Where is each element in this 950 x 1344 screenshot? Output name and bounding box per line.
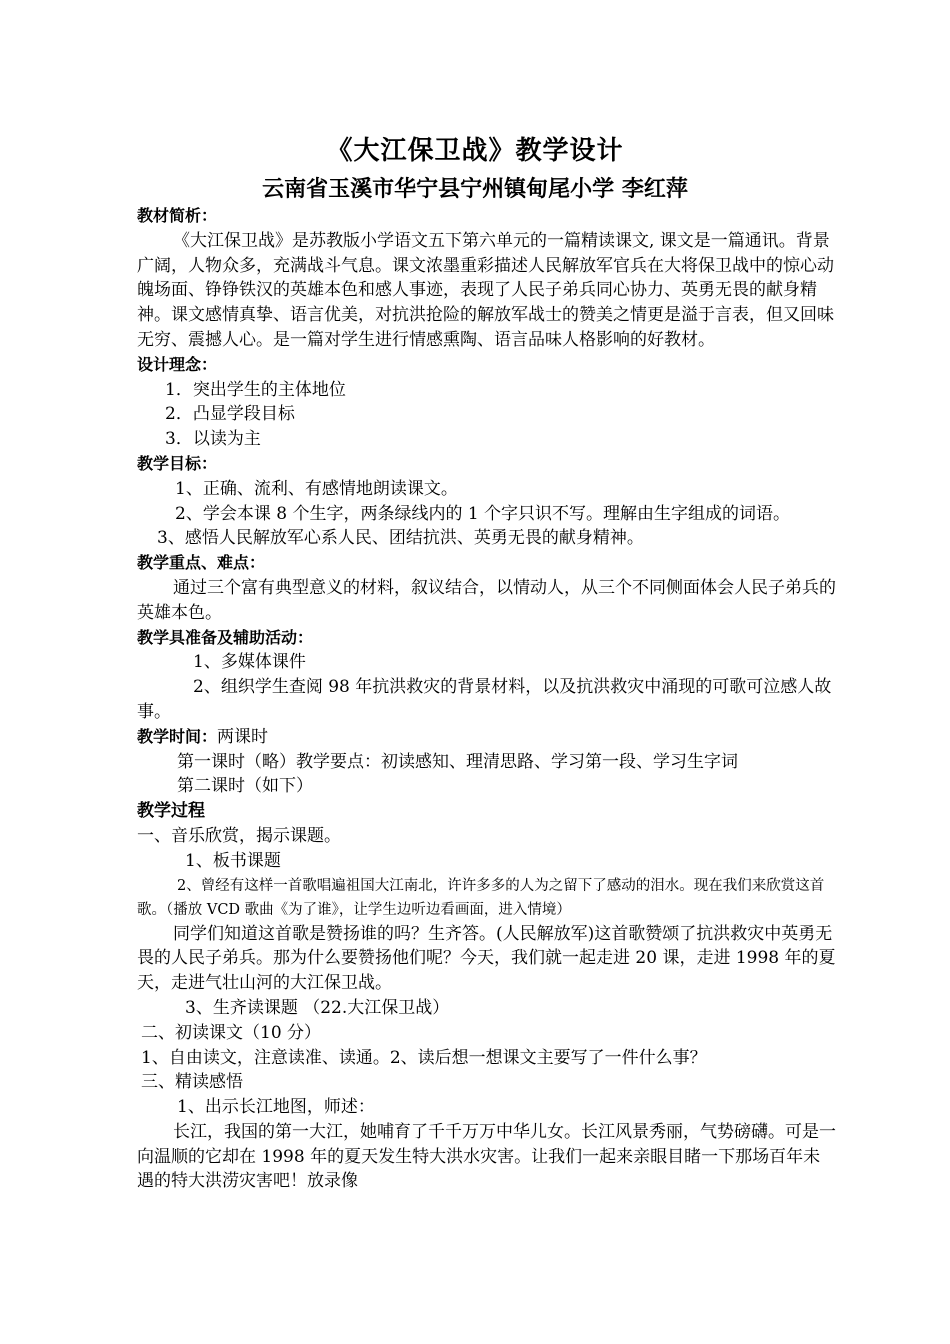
process-step: 1、出示长江地图，师述： — [177, 1097, 375, 1118]
document-body — [137, 204, 837, 1194]
page-subtitle: 云南省玉溪市华宁县宁州镇甸尾小学 李红萍 — [262, 176, 688, 202]
prep-item: 1、多媒体课件 — [193, 652, 306, 673]
design-item: 3．以读为主 — [165, 429, 261, 450]
key-heading: 教学重点、难点： — [137, 553, 266, 573]
process-step: 二、初读课文（10 分） — [141, 1022, 322, 1043]
time-line: 第二课时（如下） — [177, 776, 313, 797]
materials-heading: 教材简析： — [137, 206, 218, 225]
design-item: 1．突出学生的主体地位 — [165, 379, 346, 400]
goal-item: 3、感悟人民解放军心系人民、团结抗洪、英勇无畏的献身精神。 — [157, 528, 644, 549]
key-text: 通过三个富有典型意义的材料，叙议结合，以情动人，从三个不同侧面体会人民子弟兵的英雄本色。 — [137, 577, 836, 623]
design-heading: 设计理念： — [137, 354, 218, 374]
time-heading: 教学时间： — [137, 726, 218, 746]
process-step: 一、音乐欣赏，揭示课题。 — [137, 825, 341, 846]
goal-item: 1、正确、流利、有感情地朗读课文。 — [175, 478, 458, 499]
process-step: 3、生齐读课题 （22.大江保卫战） — [185, 997, 450, 1018]
time-value: 两课时 — [217, 726, 269, 747]
design-item: 2．凸显学段目标 — [165, 404, 295, 425]
process-heading: 教学过程 — [137, 801, 205, 822]
goal-item: 2、学会本课 8 个生字，两条绿线内的 1 个字只识不写。理解由生字组成的词语。 — [175, 503, 791, 524]
process-paragraph: 长江，我国的第一大江，她哺育了千千万万中华儿女。长江风景秀丽，气势磅礴。可是一向温顺的它却在 1998 年的夏天发生特大洪水灾害。让我们一起来亲眼目睹一下那场百年未遇的特大洪涝灾害吧！放录像 — [137, 1121, 836, 1192]
prep-heading: 教学具准备及辅助活动： — [137, 627, 314, 647]
page-title: 《大江保卫战》教学设计 — [326, 136, 624, 166]
process-text: 1、自由读文，注意读准、读通。2、读后想一想课文主要写了一件什么事？ — [141, 1047, 707, 1068]
prep-item: 2、组织学生查阅 98 年抗洪救灾的背景材料，以及抗洪救灾中涌现的可歌可泣感人故事。 — [137, 677, 832, 722]
time-line: 第一课时（略）教学要点：初读感知、理清思路、学习第一段、学习生字词 — [177, 751, 738, 772]
time-row — [137, 725, 837, 750]
process-paragraph: 同学们知道这首歌是赞扬谁的吗？生齐答。(人民解放军)这首歌赞颂了抗洪救灾中英勇无畏的人民子弟兵。那为什么要赞扬他们呢？今天，我们就一起走进 20 课，走进 1998 年的夏天，走进气壮山河的大江保卫战。 — [137, 923, 836, 994]
process-step: 2、曾经有这样一首歌唱遍祖国大江南北，许许多多的人为之留下了感动的泪水。现在我们来欣赏这首歌。（播放 VCD 歌曲《为了谁》，让学生边听边看画面，进入情境） — [137, 877, 825, 918]
materials-text: 《大江保卫战》是苏教版小学语文五下第六单元的一篇精读课文, 课文是一篇通讯。背景广阔，人物众多，充满战斗气息。课文浓墨重彩描述人民解放军官兵在大将保卫战中的惊心动魄场面、铮铮铁汉的英雄本色和感人事迹，表现了人民子弟兵同心协力、英勇无畏的献身精神。课文感情真挚、语言优美，对抗洪抢险的解放军战士的赞美之情更是溢于言表，但又回味无穷、震撼人心。是一篇对学生进行情感熏陶、语言品味人格影响的好教材。 — [137, 230, 834, 350]
process-step: 1、板书课题 — [185, 850, 281, 871]
process-step: 三、精读感悟 — [141, 1072, 243, 1093]
goals-heading: 教学目标： — [137, 453, 218, 473]
